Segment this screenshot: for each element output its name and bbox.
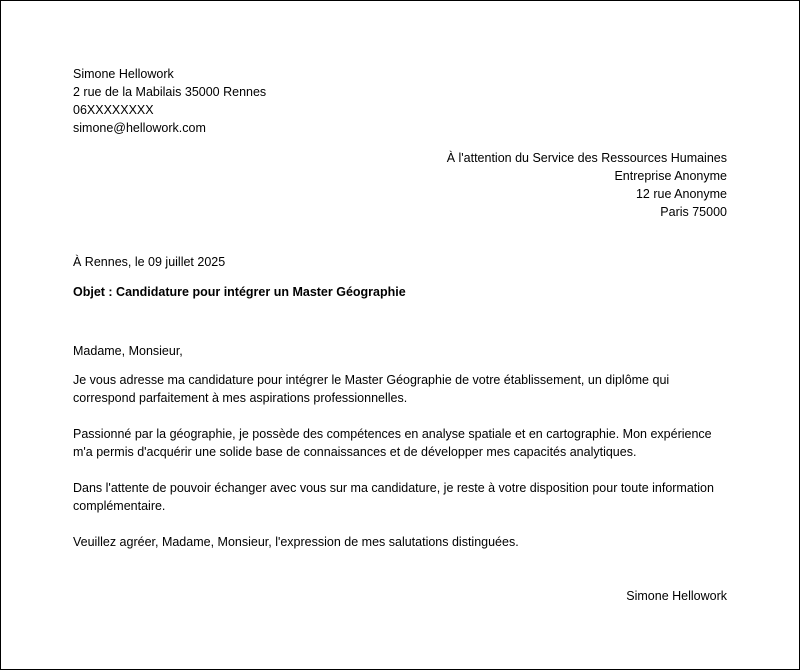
signature: Simone Hellowork: [626, 589, 727, 603]
sender-name: Simone Hellowork: [73, 67, 174, 81]
recipient-city: Paris 75000: [660, 205, 727, 219]
sender-address: 2 rue de la Mabilais 35000 Rennes: [73, 85, 267, 99]
sender-email: simone@hellowork.com: [73, 121, 206, 135]
sender-phone: 06XXXXXXXX: [73, 103, 154, 117]
paragraph-2: Passionné par la géographie, je possède des compétences en analyse spatiale et en cartographie. Mon expérience m'a permis d'acquérir une solide base de connaissances et de développer mes capacités analytiques.: [73, 427, 712, 459]
subject-line: Objet : Candidature pour intégrer un Master Géographie: [73, 285, 406, 299]
paragraph-3: Dans l'attente de pouvoir échanger avec vous sur ma candidature, je reste à votre disposition pour toute information complémentaire.: [73, 481, 714, 513]
closing-formula: Veuillez agréer, Madame, Monsieur, l'expression de mes salutations distinguées.: [73, 535, 519, 549]
recipient-company: Entreprise Anonyme: [614, 169, 727, 183]
salutation: Madame, Monsieur,: [73, 344, 183, 358]
paragraph-1: Je vous adresse ma candidature pour intégrer le Master Géographie de votre établissement, un diplôme qui correspond parfaitement à mes aspirations professionnelles.: [73, 373, 670, 405]
recipient-street: 12 rue Anonyme: [635, 187, 727, 201]
recipient-attention: À l'attention du Service des Ressources Humaines: [446, 151, 727, 165]
place-date: À Rennes, le 09 juillet 2025: [73, 255, 226, 269]
